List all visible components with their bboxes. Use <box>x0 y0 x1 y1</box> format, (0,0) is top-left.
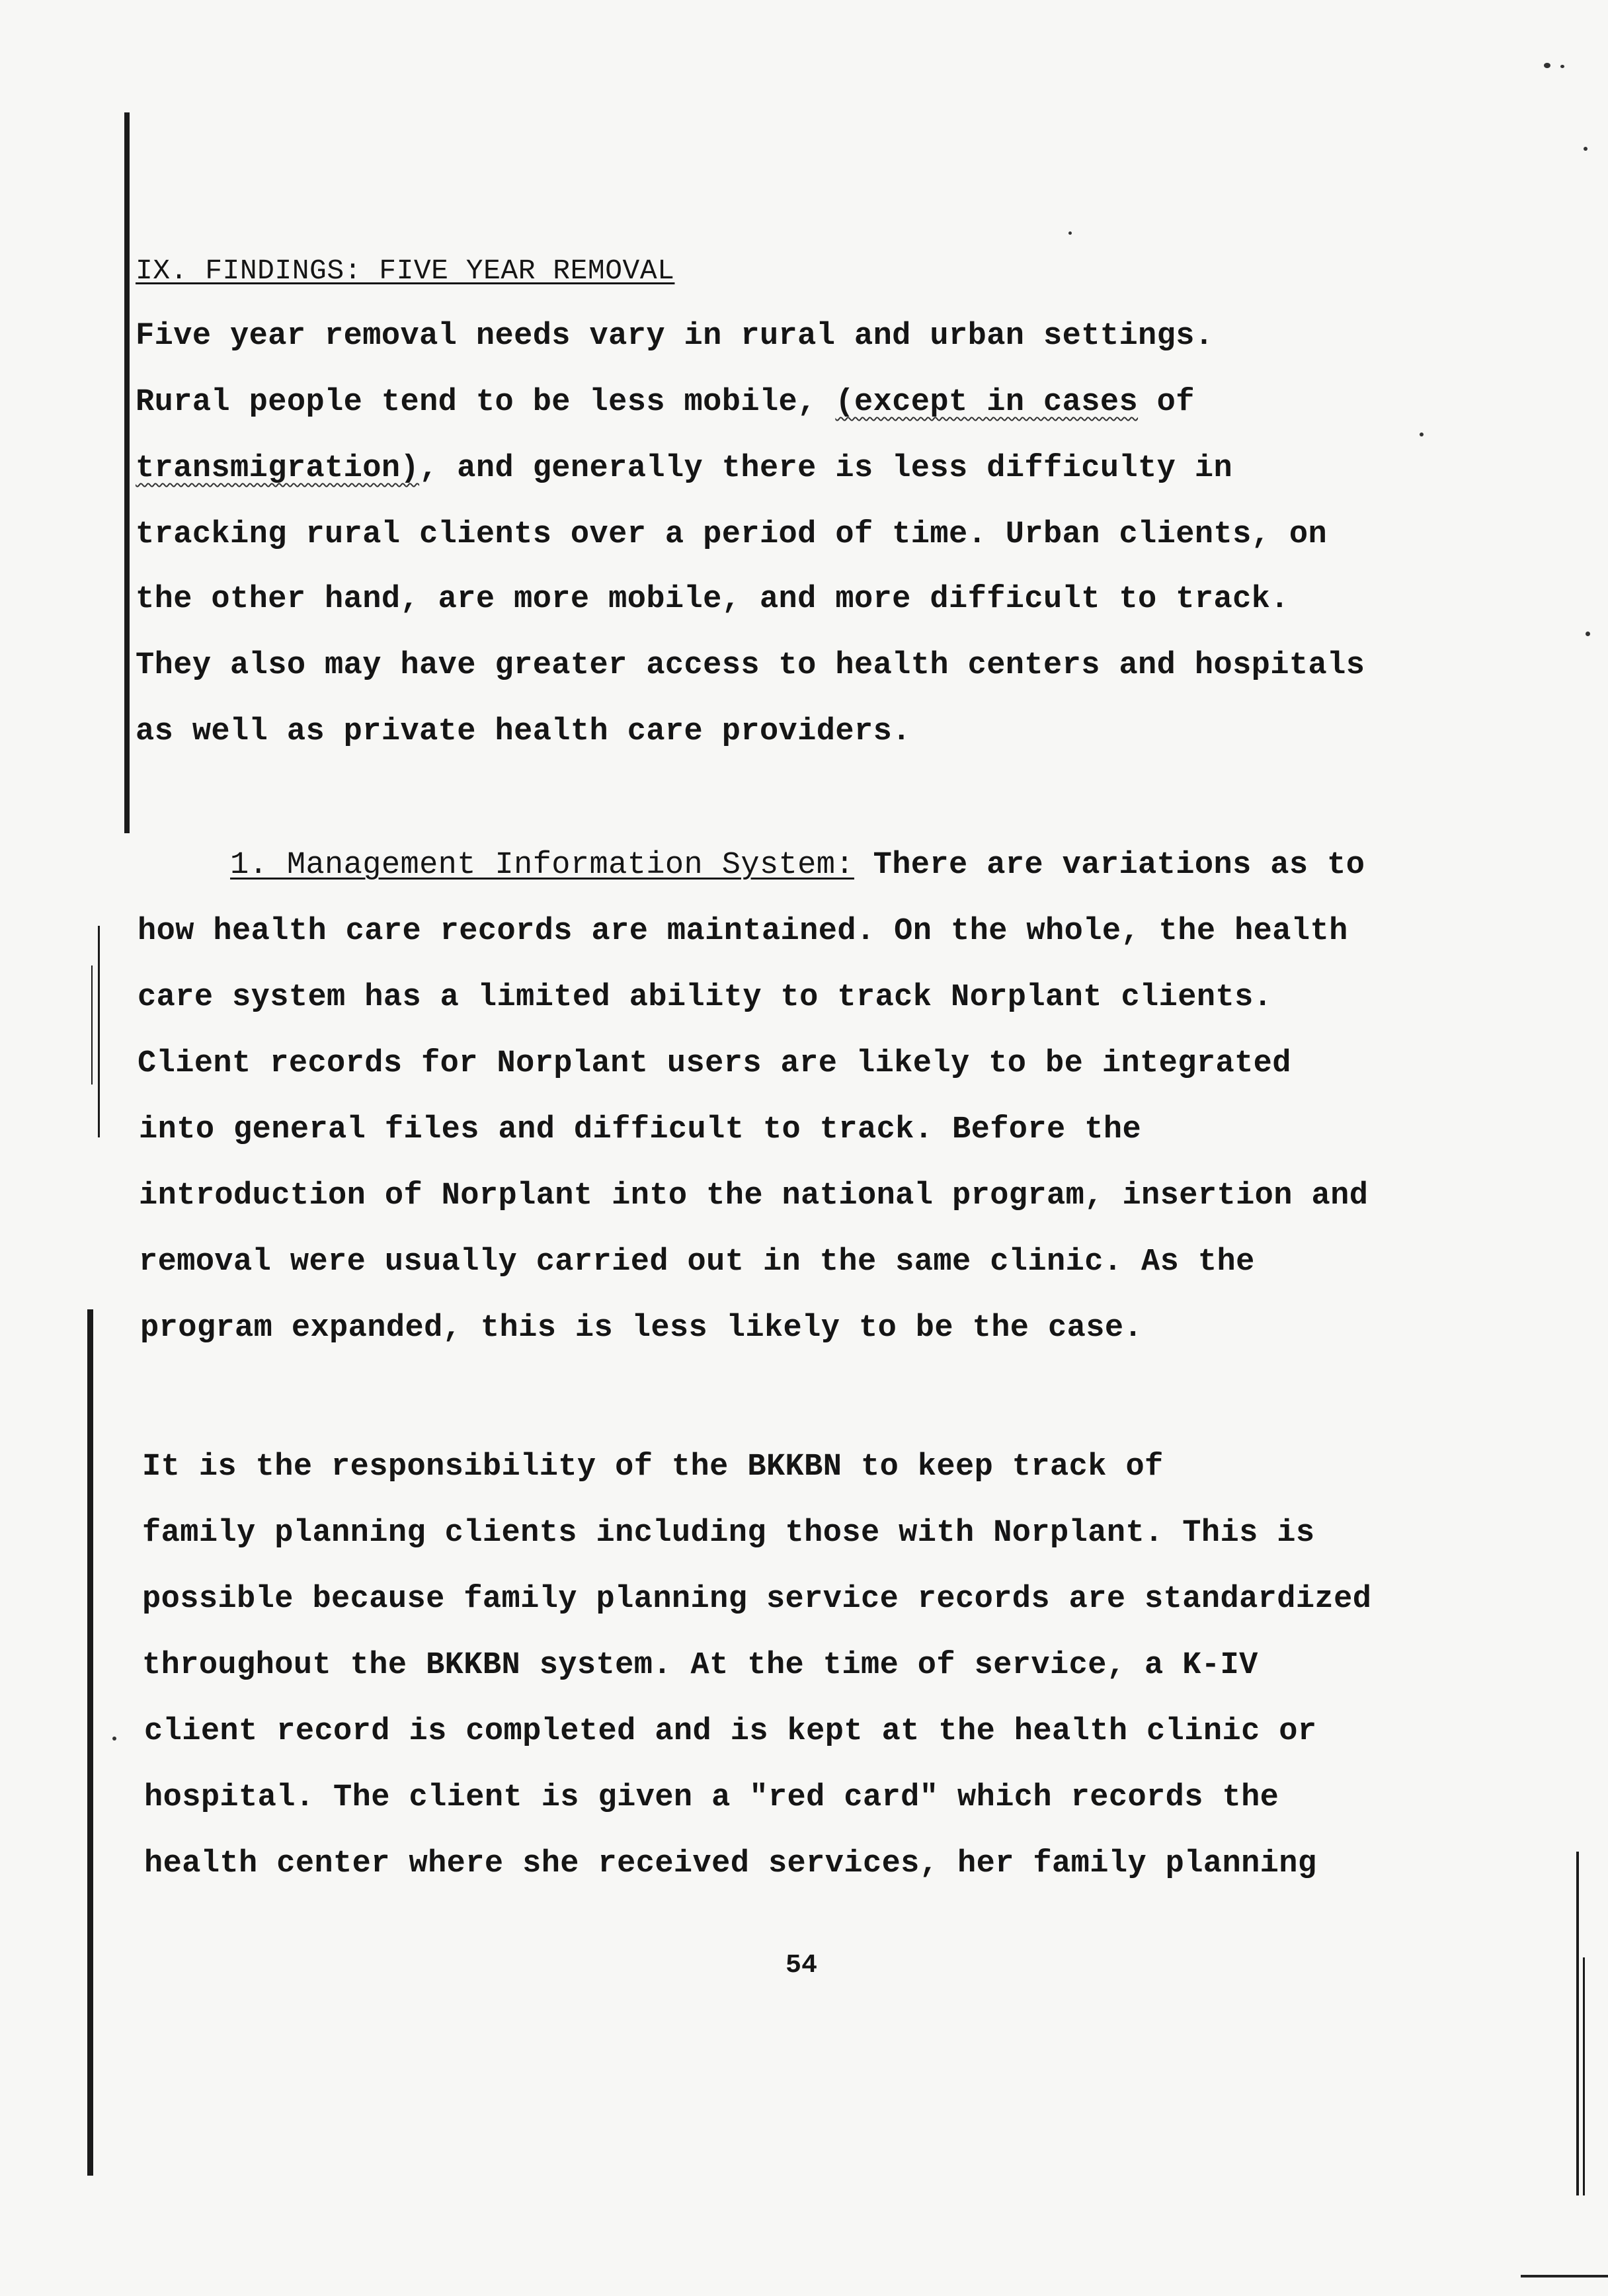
paragraph-1-line: as well as private health care providers. <box>136 714 911 749</box>
subsection-title: 1. Management Information System: <box>230 848 854 883</box>
scan-margin-line <box>91 965 93 1085</box>
scan-speck <box>1068 231 1072 235</box>
scan-margin-line <box>124 112 130 833</box>
paragraph-2-line: Client records for Norplant users are likely to be integrated <box>138 1046 1291 1081</box>
paragraph-3-line: throughout the BKKBN system. At the time of service, a K-IV <box>142 1648 1258 1683</box>
scan-margin-line <box>87 1309 93 2176</box>
paragraph-3-line: family planning clients including those with Norplant. This is <box>142 1516 1315 1551</box>
scan-margin-line <box>1583 1957 1585 2195</box>
scan-speck <box>1420 432 1424 436</box>
scan-speck <box>1560 65 1564 68</box>
paragraph-1-line: tracking rural clients over a period of time. Urban clients, on <box>136 517 1328 552</box>
handwritten-underline-mark: transmigration) <box>136 451 420 486</box>
scan-speck <box>112 1737 116 1741</box>
paragraph-1-line: the other hand, are more mobile, and more difficult to track. <box>136 582 1289 617</box>
scan-speck <box>1584 147 1588 151</box>
paragraph-1-line: transmigration), and generally there is less difficulty in <box>136 451 1233 486</box>
paragraph-1-line: They also may have greater access to health centers and hospitals <box>136 648 1365 683</box>
section-heading: IX. FINDINGS: FIVE YEAR REMOVAL <box>136 255 675 287</box>
scan-margin-line <box>98 926 100 1137</box>
paragraph-3-line: client record is completed and is kept at the health clinic or <box>144 1714 1317 1749</box>
paragraph-1-line: Rural people tend to be less mobile, (except in cases of <box>136 385 1195 420</box>
paragraph-3-line: hospital. The client is given a "red card" which records the <box>144 1780 1279 1815</box>
scan-margin-line <box>1576 1852 1579 2195</box>
scan-speck <box>1586 632 1590 636</box>
scan-speck <box>1544 63 1550 68</box>
page-number: 54 <box>785 1951 818 1981</box>
paragraph-3-line: It is the responsibility of the BKKBN to keep track of <box>142 1450 1164 1485</box>
paragraph-2-line: into general files and difficult to track. Before the <box>139 1112 1142 1147</box>
handwritten-underline-mark: (except in cases <box>835 385 1139 420</box>
paragraph-3-line: health center where she received services, her family planning <box>144 1846 1317 1881</box>
paragraph-3-line: possible because family planning service records are standardized <box>142 1582 1372 1617</box>
paragraph-2-line: care system has a limited ability to track Norplant clients. <box>138 980 1273 1015</box>
paragraph-2-line: program expanded, this is less likely to be the case. <box>140 1311 1143 1346</box>
paragraph-2-line: how health care records are maintained. On the whole, the health <box>138 914 1348 949</box>
paragraph-2-line: 1. Management Information System: There are variations as to <box>230 848 1365 883</box>
scan-corner-line <box>1521 2275 1608 2277</box>
paragraph-2-line: introduction of Norplant into the national program, insertion and <box>139 1178 1369 1213</box>
paragraph-1-line: Five year removal needs vary in rural and urban settings. <box>136 319 1214 354</box>
paragraph-2-line: removal were usually carried out in the same clinic. As the <box>139 1245 1255 1280</box>
